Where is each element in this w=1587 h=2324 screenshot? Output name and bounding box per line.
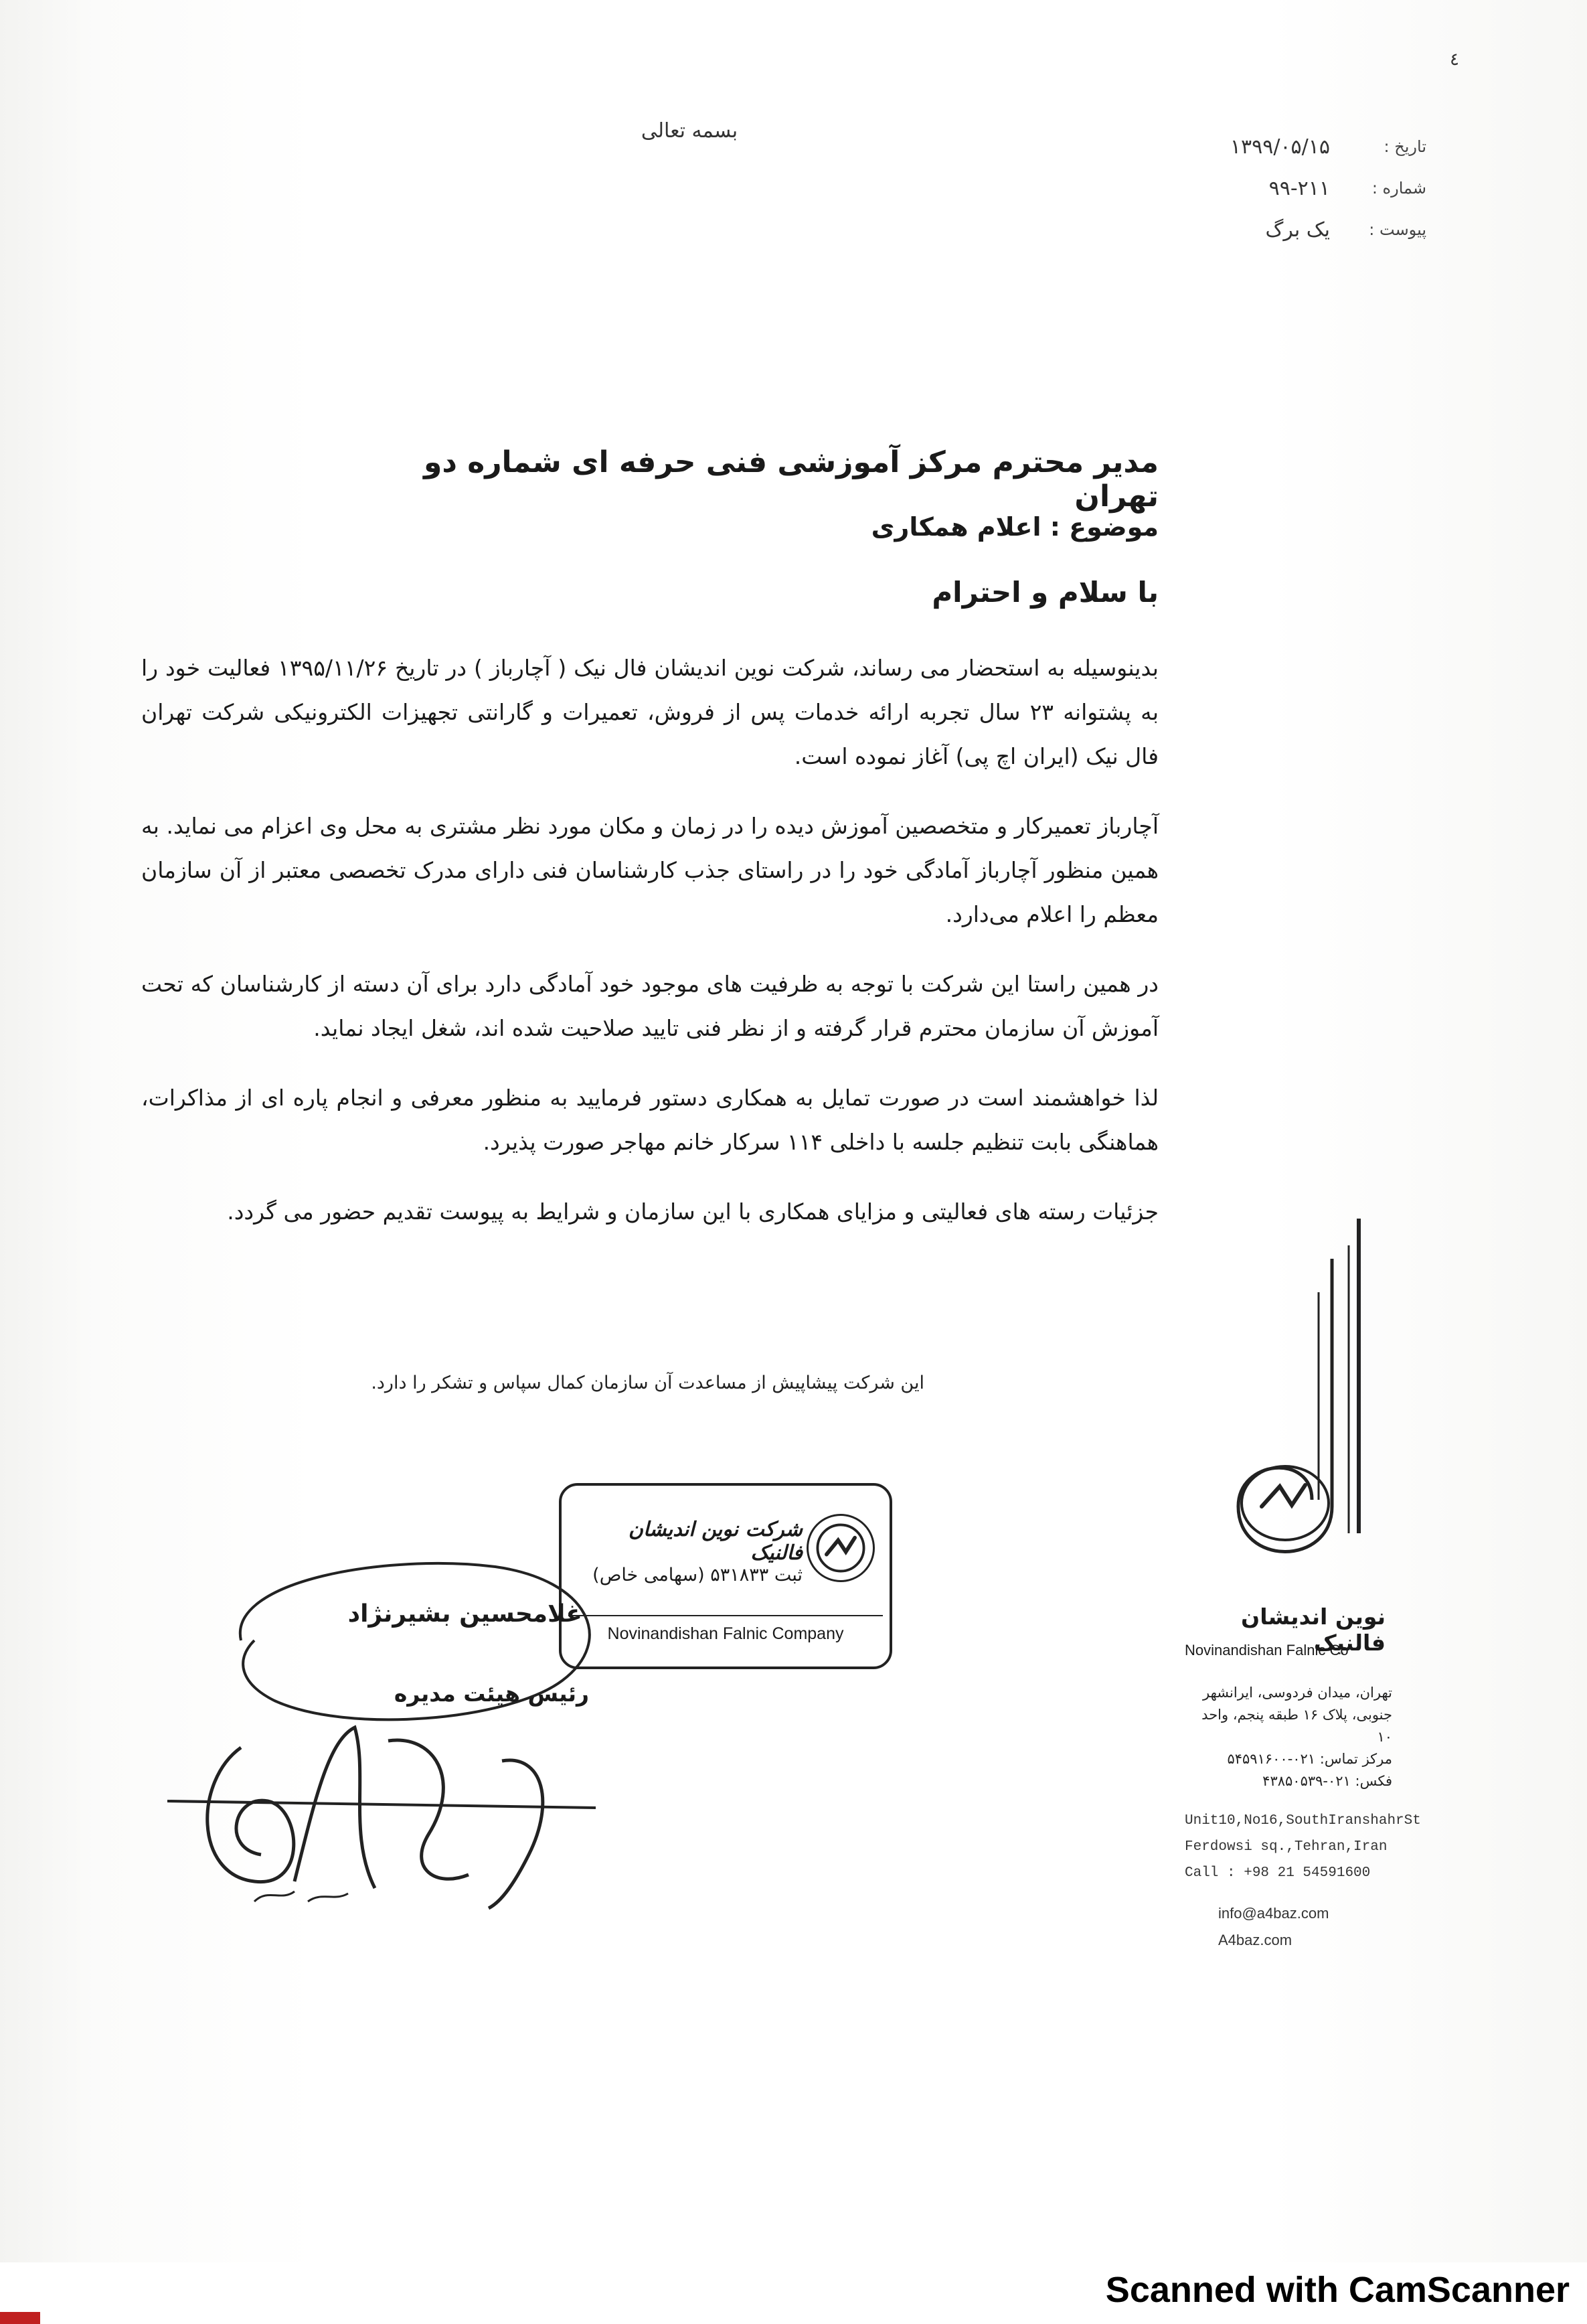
scanner-footer — [0, 2262, 1587, 2324]
company-name-fa: نوین اندیشان فالنیک — [1241, 1604, 1386, 1656]
address-fa-line: مرکز تماس: ۰۲۱-۵۴۵۹۱۶۰۰ — [1227, 1751, 1392, 1767]
number-label: شماره : — [1371, 179, 1426, 198]
number-value: ۹۹-۲۱۱ — [1268, 176, 1330, 200]
address-fa-line: فکس: ۰۲۱-۴۳۸۵۰۵۳۹ — [1262, 1773, 1392, 1789]
meta-attachment-row — [1078, 209, 1426, 250]
company-email: info@a4baz.com — [1218, 1905, 1329, 1922]
address-en-line: Call : +98 21 54591600 — [1185, 1865, 1371, 1881]
signature-scribble-icon — [154, 1701, 609, 1922]
corner-mark: ٤ — [1450, 50, 1459, 70]
body-paragraph-3: در همین راستا این شرکت با توجه به ظرفیت های موجود خود آمادگی دارد برای آن دسته از کارشناسان که تحت آموزش آن سازمان محترم قرار گرفته و از نظر فنی تایید صلاحیت شده اند، شغل ایجاد نماید. — [141, 971, 1159, 1041]
date-label: تاریخ : — [1384, 137, 1426, 156]
attachment-value: یک برگ — [1265, 218, 1330, 242]
meta-date-row — [1078, 126, 1426, 167]
company-address-en — [1185, 1808, 1421, 1886]
company-website: A4baz.com — [1218, 1932, 1292, 1948]
address-en-line: Ferdowsi sq.,Tehran,Iran — [1185, 1839, 1388, 1855]
letter-closing: این شرکت پیشاپیش از مساعدت آن سازمان کمال سپاس و تشکر را دارد. — [371, 1373, 924, 1393]
stamp-registration: ثبت ۵۳۱۸۳۳ (سهامی خاص) — [592, 1565, 803, 1585]
company-address-fa — [1185, 1682, 1392, 1792]
bismillah-heading: بسمه تعالی — [641, 119, 738, 143]
company-logo-icon — [1198, 1219, 1399, 1620]
address-fa-line: جنوبی، پلاک ۱۶ طبقه پنجم، واحد ۱۰ — [1201, 1707, 1392, 1745]
date-value: ۱۳۹۹/۰۵/۱۵ — [1230, 135, 1330, 159]
stamp-company-name: شرکت نوین اندیشان فالنیک — [628, 1518, 803, 1565]
company-web — [1218, 1900, 1419, 1954]
letter-subject: موضوع : اعلام همکاری — [871, 512, 1159, 542]
letter-body — [141, 646, 1159, 1259]
address-fa-line: تهران، میدان فردوسی، ایرانشهر — [1203, 1685, 1392, 1701]
meta-number-row — [1078, 167, 1426, 209]
letter-greeting: با سلام و احترام — [932, 576, 1159, 609]
body-paragraph-2: آچارباز تعمیرکار و متخصصین آموزش دیده را در زمان و مکان مورد نظر مشتری به محل وی اعزام می نماید. به همین منظور آچارباز آمادگی خود را در راستای جذب کارشناسان فنی دارای مدرک تخصصی معتبر از آن سازمان معظم را اعلام می‌دارد. — [141, 813, 1159, 927]
signatory-name: غلامحسین بشیرنژاد — [347, 1600, 582, 1628]
signatory-title: رئیس هیئت مدیره — [394, 1681, 589, 1707]
scanner-watermark-text: Scanned with CamScanner — [1105, 2270, 1570, 2310]
letter-meta — [1078, 126, 1426, 250]
stamp-english-name: Novinandishan Falnic Company — [568, 1615, 883, 1644]
body-paragraph-1: بدینوسیله به استحضار می رساند، شرکت نوین اندیشان فال نیک ( آچارباز ) در تاریخ ۱۳۹۵/۱۱/۲۶ فعالیت خود را به پشتوانه ۲۳ سال تجربه ارائه خدمات پس از فروش، تعمیرات و گارانتی تجهیزات الکترونیکی شرکت تهران فال نیک (ایران اچ پی) آغاز نموده است. — [141, 655, 1159, 769]
attachment-label: پیوست : — [1369, 220, 1426, 239]
company-name-en: Novinandishan Falnic Co — [1185, 1642, 1349, 1658]
stamp-logo-icon — [807, 1514, 875, 1582]
letter-recipient: مدیر محترم مرکز آموزشی فنی حرفه ای شماره دو تهران — [423, 445, 1159, 514]
address-en-line: Unit10,No16,SouthIranshahrSt — [1185, 1813, 1421, 1829]
body-paragraph-4: لذا خواهشمند است در صورت تمایل به همکاری دستور فرمایید به منظور معرفی و انجام پاره ای از مذاکرات، هماهنگی بابت تنظیم جلسه با داخلی ۱۱۴ سرکار خانم مهاجر صورت پذیرد. — [141, 1085, 1159, 1155]
footer-watermark-strip — [0, 2312, 40, 2324]
body-paragraph-5: جزئیات رسته های فعالیتی و مزایای همکاری با این سازمان و شرایط به پیوست تقدیم حضور می گردد. — [227, 1198, 1159, 1225]
